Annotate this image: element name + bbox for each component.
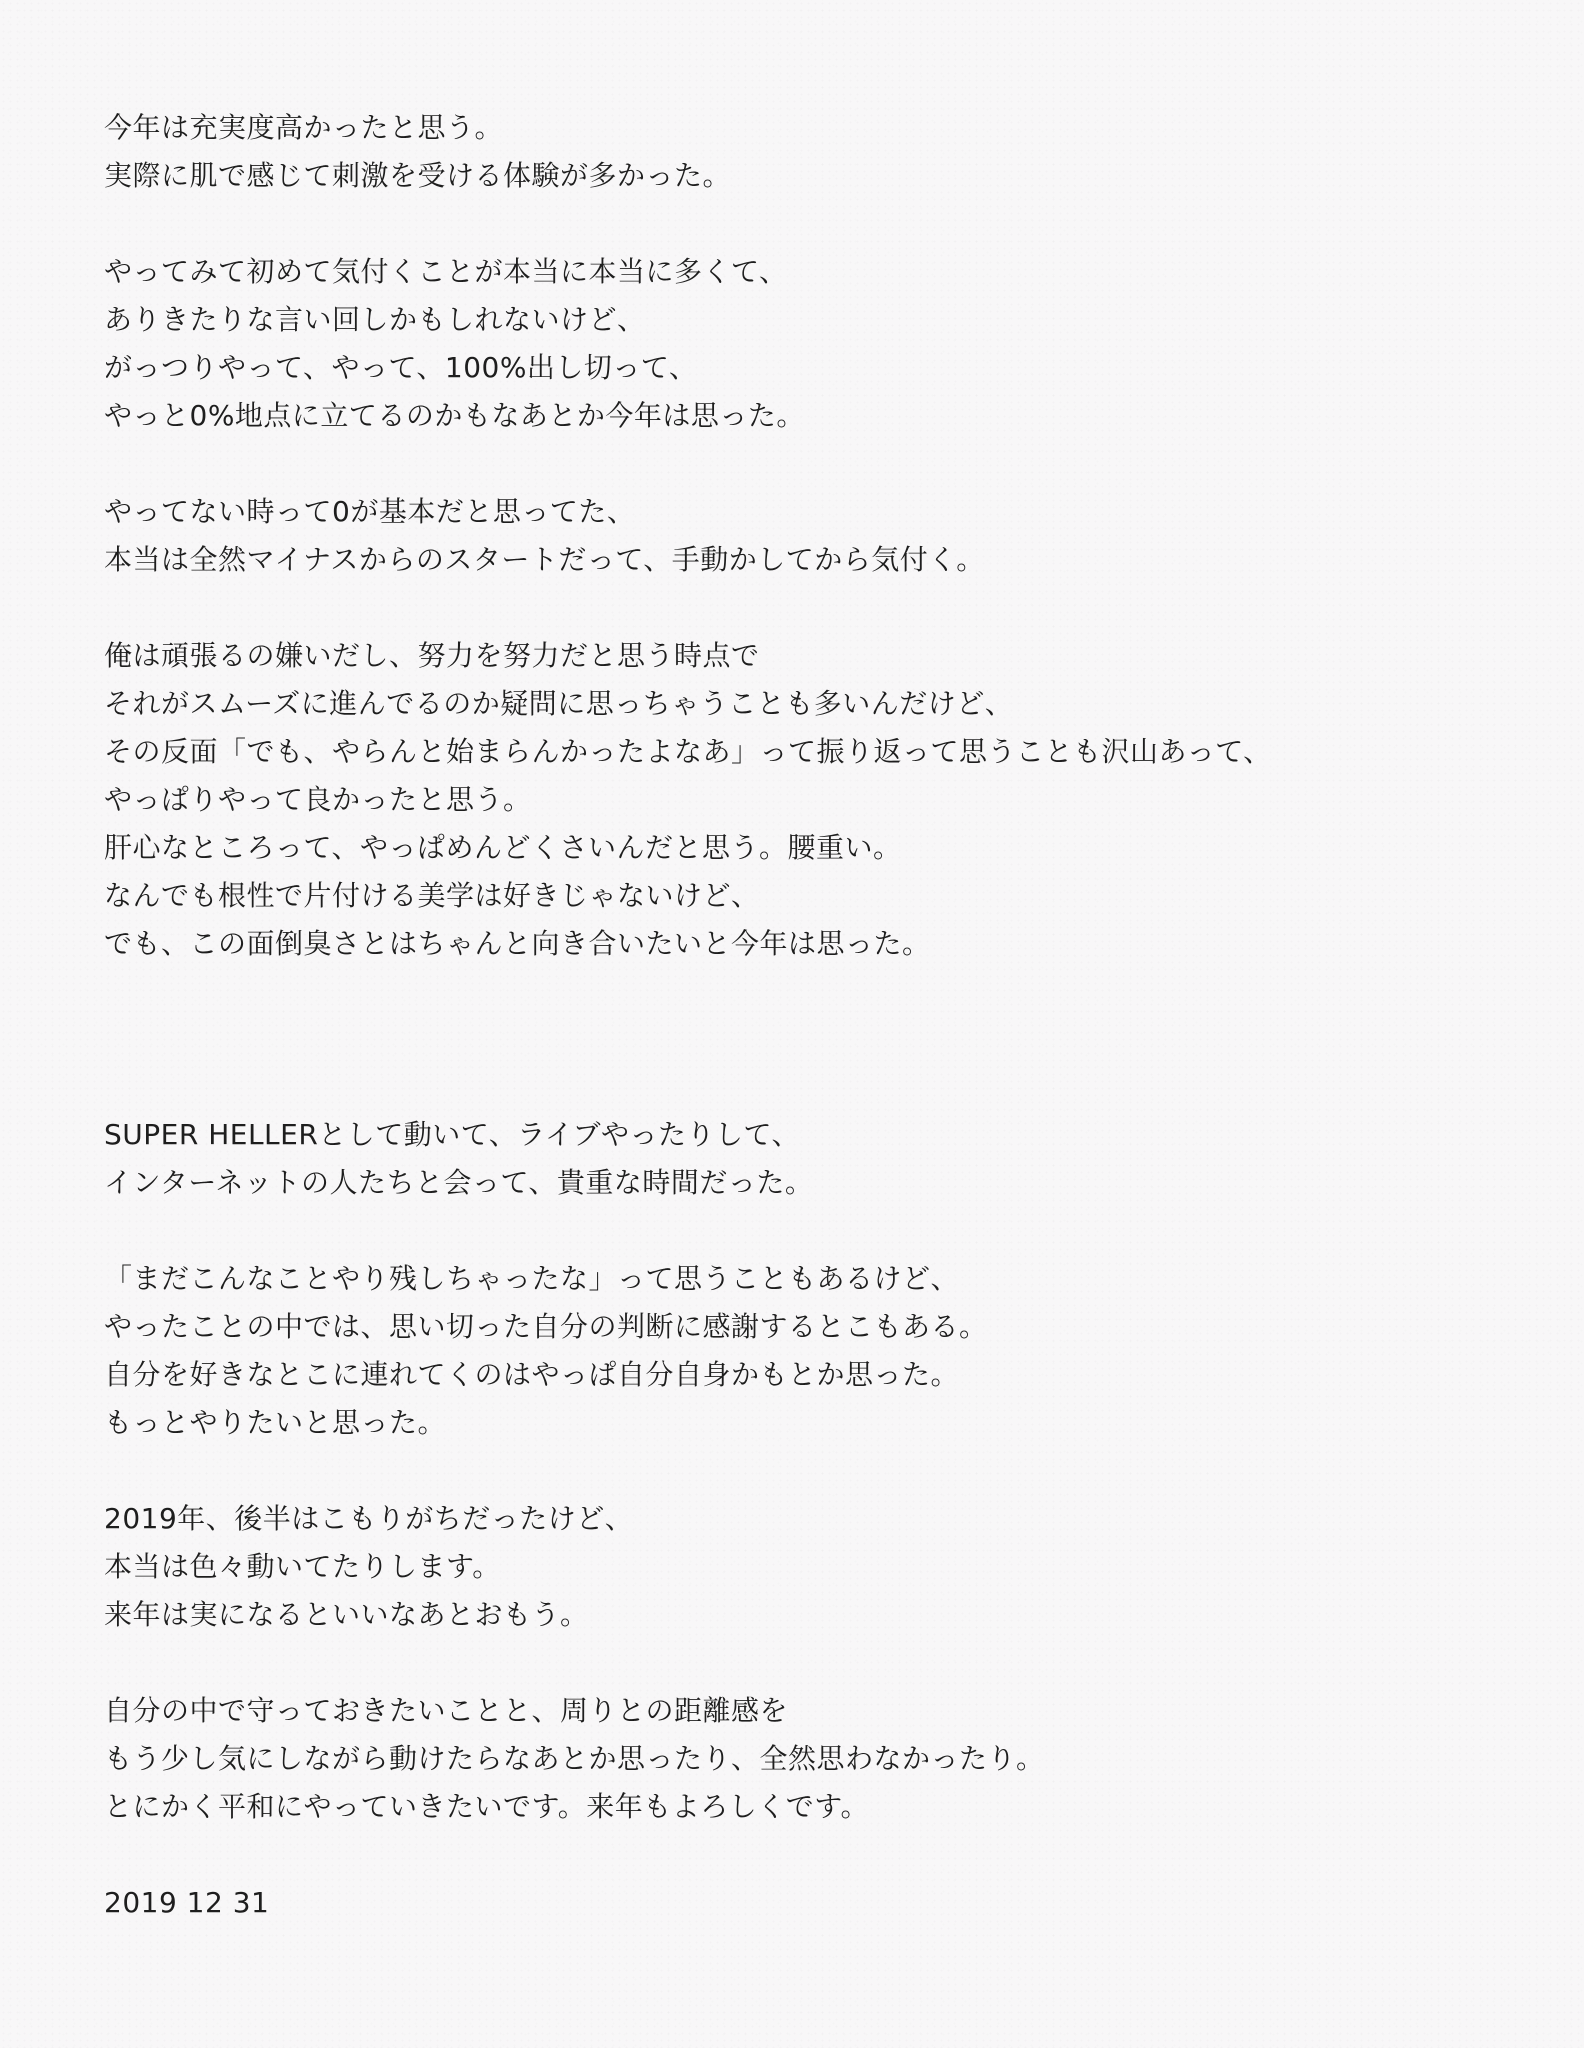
text-line: 実際に肌で感じて刺激を受ける体験が多かった。 — [104, 159, 732, 192]
text-line: その反面「でも、やらんと始まらんかったよなあ」って振り返って思うことも沢山あって、 — [104, 735, 1272, 768]
text-line: やってない時って0が基本だと思ってた、 — [104, 495, 636, 528]
text-line: もう少し気にしながら動けたらなあとか思ったり、全然思わなかったり。 — [104, 1742, 1045, 1775]
text-line: とにかく平和にやっていきたいです。来年もよろしくです。 — [104, 1790, 870, 1823]
document-date: 2019 12 31 — [104, 1886, 270, 1919]
text-line: 本当は全然マイナスからのスタートだって、手動かしてから気付く。 — [104, 543, 985, 576]
text-line: 2019年、後半はこもりがちだったけど、 — [104, 1502, 634, 1535]
text-line: 自分を好きなとこに連れてくのはやっぱ自分自身かもとか思った。 — [104, 1358, 960, 1391]
text-line: 来年は実になるといいなあとおもう。 — [104, 1598, 589, 1631]
text-line: 本当は色々動いてたりします。 — [104, 1550, 501, 1583]
paragraph-1 — [104, 104, 1544, 200]
paragraph-5 — [104, 1111, 1544, 1207]
text-line: やっと0%地点に立てるのかもなあとか今年は思った。 — [104, 399, 805, 432]
text-line: なんでも根性で片付ける美学は好きじゃないけど、 — [104, 879, 760, 912]
paragraph-8 — [104, 1687, 1544, 1831]
paragraph-3 — [104, 488, 1544, 584]
text-line: やっぱりやって良かったと思う。 — [104, 783, 532, 816]
text-line: やったことの中では、思い切った自分の判断に感謝するとこもある。 — [104, 1310, 988, 1343]
text-line: インターネットの人たちと会って、貴重な時間だった。 — [104, 1166, 814, 1199]
text-line: でも、この面倒臭さとはちゃんと向き合いたいと今年は思った。 — [104, 927, 931, 960]
text-line: 自分の中で守っておきたいことと、周りとの距離感を — [104, 1694, 789, 1727]
text-line: がっつりやって、やって、100%出し切って、 — [104, 351, 698, 384]
paragraph-2 — [104, 248, 1544, 440]
text-line: もっとやりたいと思った。 — [104, 1406, 447, 1439]
text-line: 「まだこんなことやり残しちゃったな」って思うこともあるけど、 — [104, 1262, 960, 1295]
text-line: それがスムーズに進んでるのか疑問に思っちゃうことも多いんだけど、 — [104, 687, 1014, 720]
text-line: ありきたりな言い回しかもしれないけど、 — [104, 303, 646, 336]
paragraph-7 — [104, 1495, 1544, 1639]
text-line: 今年は充実度高かったと思う。 — [104, 111, 504, 144]
text-line: 肝心なところって、やっぱめんどくさいんだと思う。腰重い。 — [104, 831, 902, 864]
text-line: やってみて初めて気付くことが本当に本当に多くて、 — [104, 255, 788, 288]
paragraph-4 — [104, 632, 1544, 968]
paragraph-6 — [104, 1255, 1544, 1447]
document-body — [104, 104, 1544, 1927]
text-line: 俺は頑張るの嫌いだし、努力を努力だと思う時点で — [104, 639, 760, 672]
text-line: SUPER HELLERとして動いて、ライブやったりして、 — [104, 1118, 800, 1151]
